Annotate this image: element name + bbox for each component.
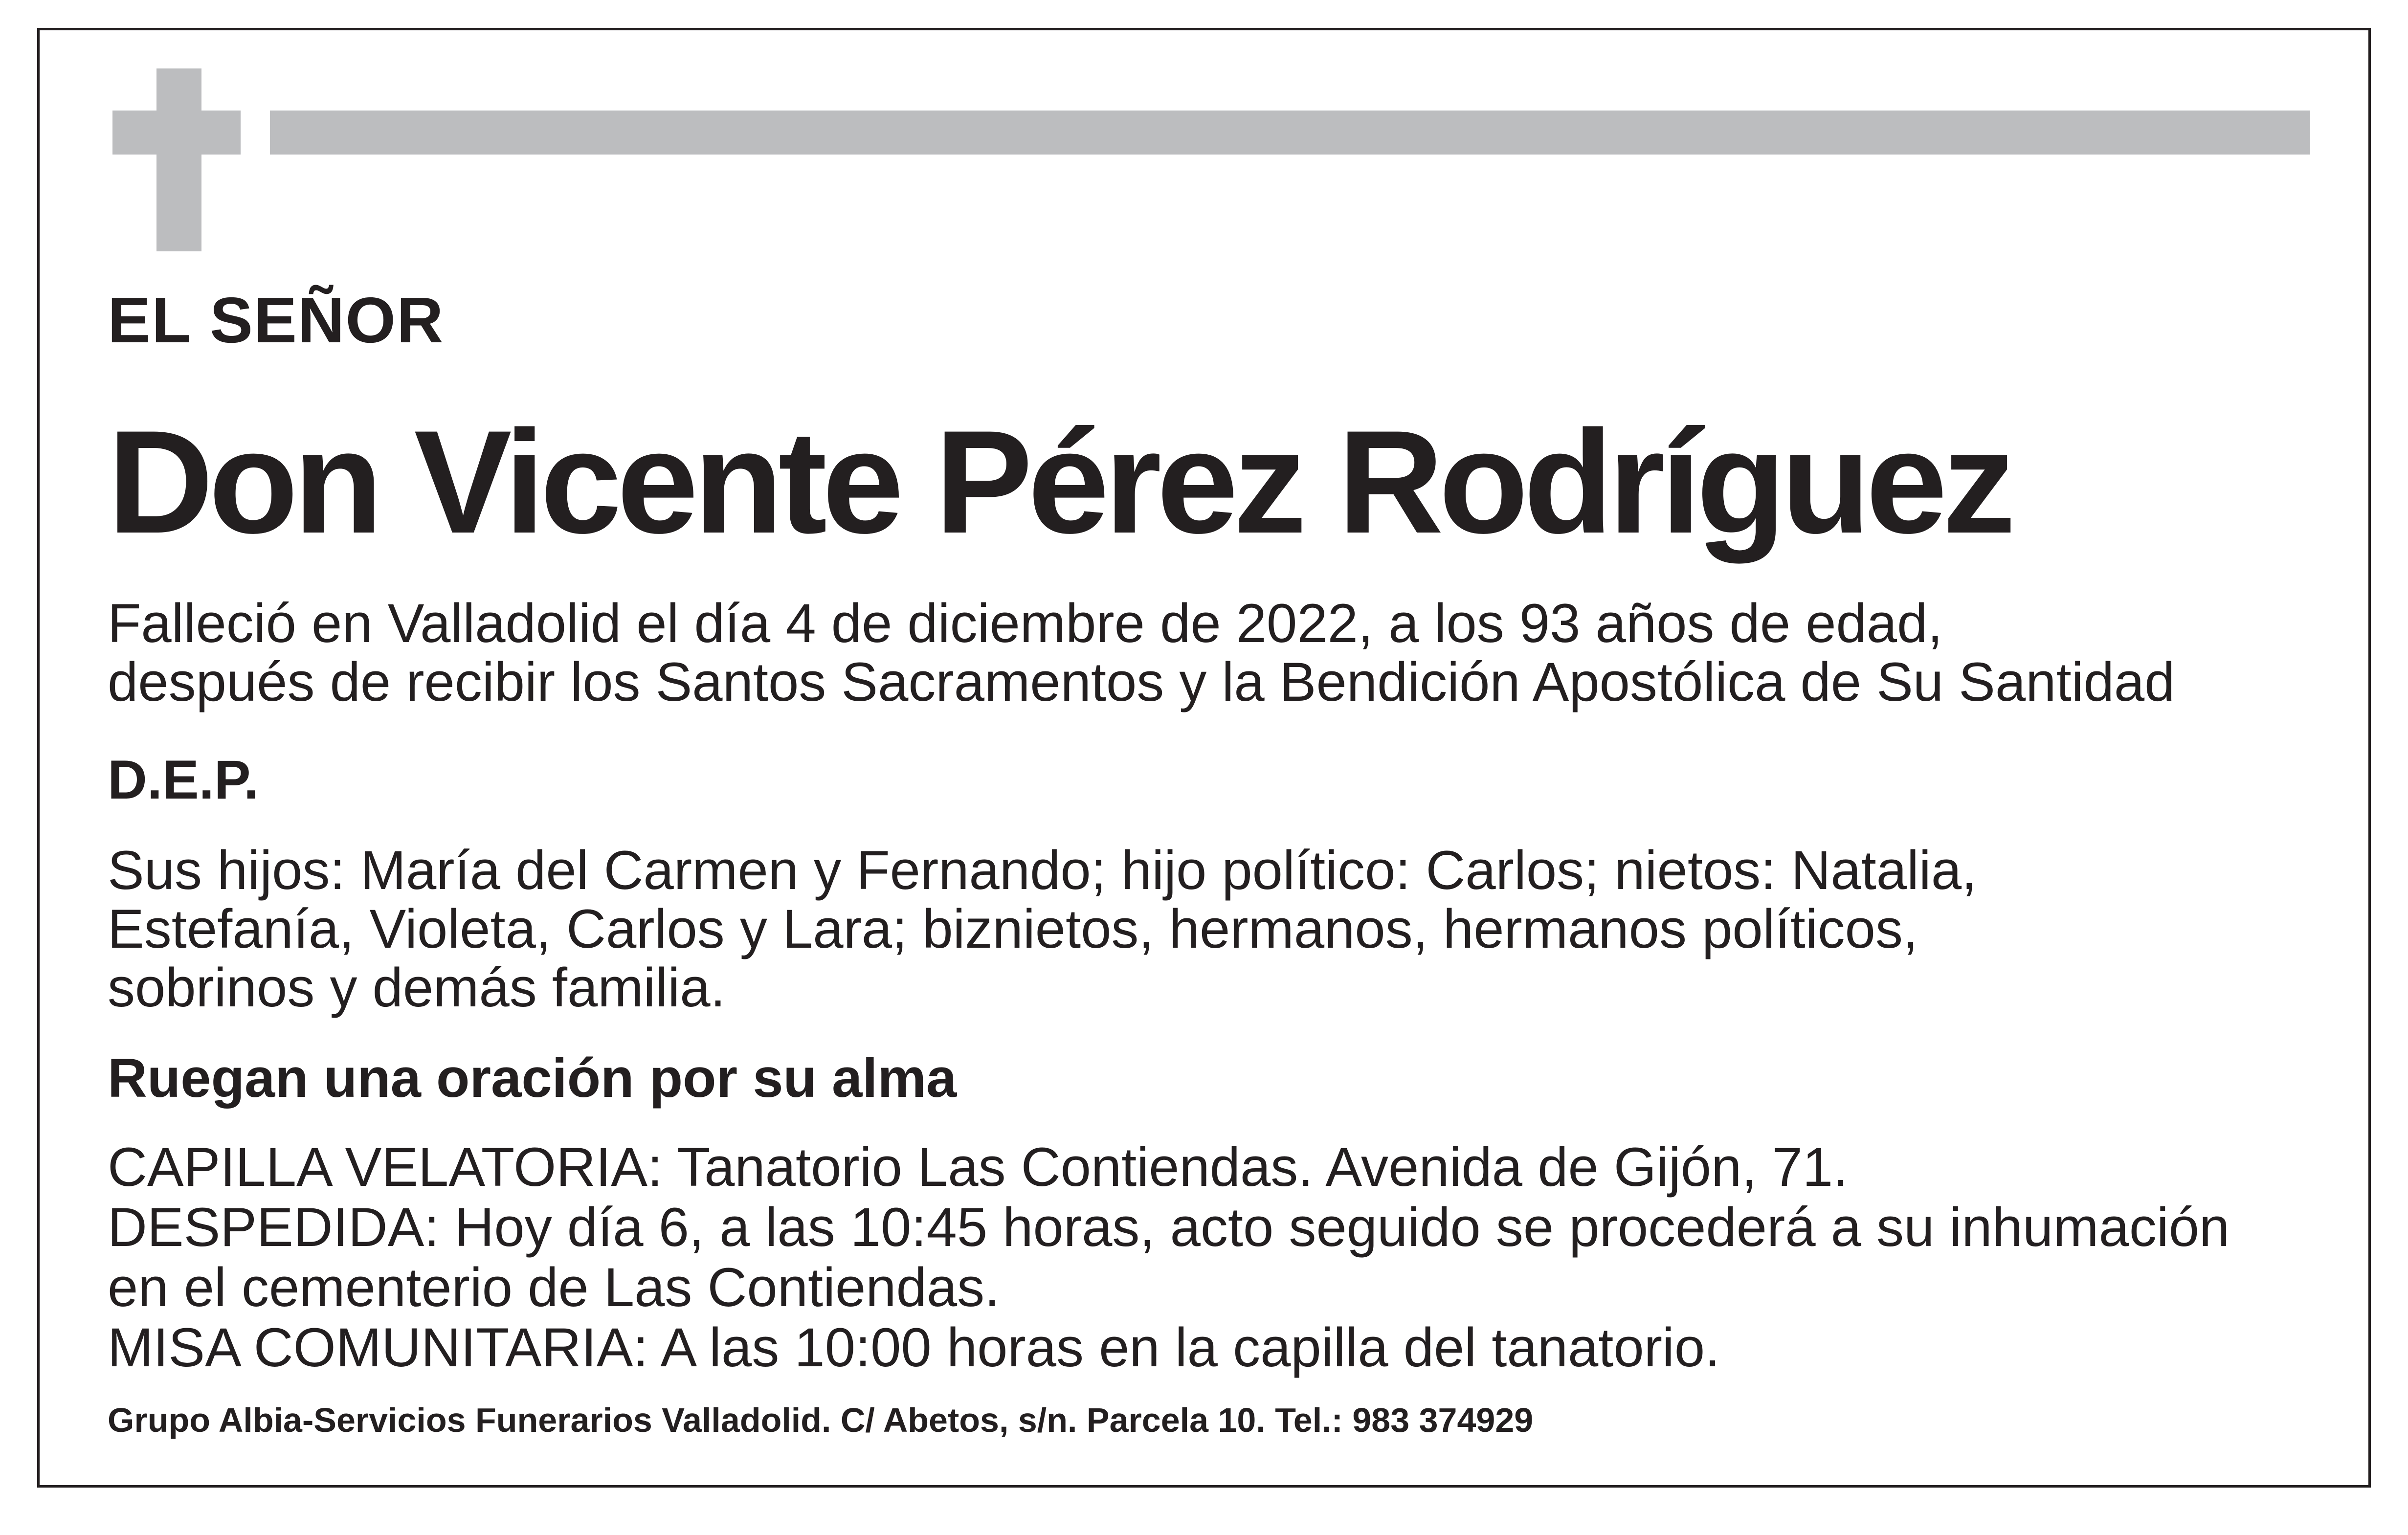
family-list	[108, 841, 1977, 1017]
deceased-name: Don Vicente Pérez Rodríguez	[108, 400, 2011, 564]
service-line-farewell: DESPEDIDA: Hoy día 6, a las 10:45 horas, acto seguido se procederá a su inhumación	[108, 1197, 2230, 1258]
rip-label: D.E.P.	[108, 749, 259, 810]
death-line: Falleció en Valladolid el día 4 de diciembre de 2022, a los 93 años de edad,	[108, 593, 1943, 654]
cross-horizontal-bar	[112, 111, 241, 155]
prayer-request: Ruegan una oración por su alma	[108, 1047, 957, 1109]
service-line-mass: MISA COMUNITARIA: A las 10:00 horas en la capilla del tanatorio.	[108, 1317, 1720, 1378]
family-line: sobrinos y demás familia.	[108, 957, 726, 1018]
header-rule	[270, 111, 2310, 155]
service-line-chapel: CAPILLA VELATORIA: Tanatorio Las Contiendas. Avenida de Gijón, 71.	[108, 1136, 1849, 1198]
service-line-farewell-cont: en el cementerio de Las Contiendas.	[108, 1257, 1000, 1318]
cross-vertical-bar	[156, 68, 201, 251]
death-line: después de recibir los Santos Sacramentos y la Bendición Apostólica de Su Santidad	[108, 651, 2175, 712]
funeral-home-footer: Grupo Albia-Servicios Funerarios Valladolid. C/ Abetos, s/n. Parcela 10. Tel.: 983 374929	[108, 1401, 1534, 1439]
service-details	[108, 1137, 2230, 1378]
family-line: Estefanía, Violeta, Carlos y Lara; biznietos, hermanos, hermanos políticos,	[108, 898, 1918, 959]
death-announcement	[108, 594, 2175, 712]
honorific: EL SEÑOR	[108, 284, 445, 356]
family-line: Sus hijos: María del Carmen y Fernando; hijo político: Carlos; nietos: Natalia,	[108, 840, 1977, 901]
